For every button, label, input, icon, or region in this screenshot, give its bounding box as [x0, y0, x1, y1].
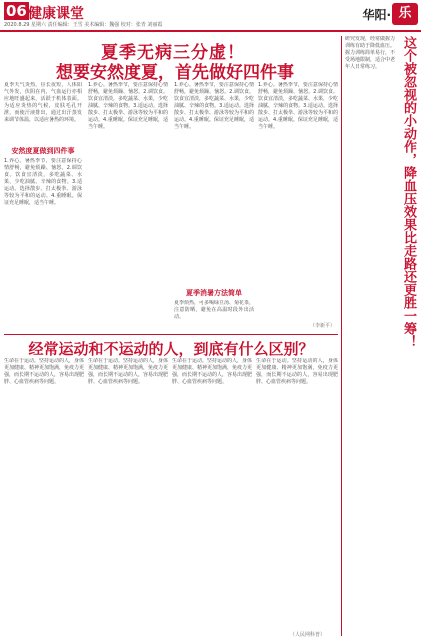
sidebar-vertical-title: 这个被忽视的小动作，降血压效果比走路还更胜一筹！	[401, 36, 416, 348]
date-line: 2020.8.29 星期六 责任编辑：王雪 美术编辑：魏强 校对：张青 刘丽霞	[4, 22, 163, 28]
article1-subhead: 安然度夏做到四件事	[11, 147, 75, 155]
sidebar-body: 研究发现，经常做握力训练有助于降低血压。握力训练简单易行，不受场地限制，适合中老年人日常练习。	[345, 36, 395, 70]
page-header	[0, 0, 421, 32]
article1-body-col4: 1.养心。暑热季节，要注意保持心情舒畅，避免烦躁、恼怒。2.调饮食。饮食宜清淡，多吃蔬菜、水果，少吃油腻、辛辣的食物。3.适运动。选择散步、打太极拳、游泳等较为平和的运动。4.重睡眠。保证充足睡眠，适当午睡。	[258, 82, 338, 130]
sidebar-divider	[341, 36, 342, 636]
article2-credit: （人民网科普）	[290, 632, 326, 638]
article1-credit: （李新平）	[310, 323, 336, 329]
article1-body-2: 夏季烦热，可多喝绿豆汤、菊花茶，注意防晒，避免在高温时段外出活动。	[174, 300, 254, 320]
article2-body-col1: 生命在于运动。坚持运动的人，身体更加健康、精神更加饱满，免疫力更强，而长期不运动的人，容易出现肥胖、心血管疾病等问题。	[4, 358, 84, 385]
masthead-logo: 乐	[392, 3, 418, 25]
article1-body-col3: 1.养心。暑热季节，要注意保持心情舒畅，避免烦躁、恼怒。2.调饮食。饮食宜清淡，多吃蔬菜、水果，少吃油腻、辛辣的食物。3.适运动。选择散步、打太极拳、游泳等较为平和的运动。4.重睡眠。保证充足睡眠，适当午睡。	[174, 82, 254, 130]
article1-headline-2: 想要安然度夏，首先做好四件事	[56, 63, 294, 83]
article1-headline-1: 夏季无病三分虚！	[101, 43, 245, 63]
article1-subhead-2: 夏季消暑方法简单	[186, 289, 242, 297]
page-number: 06	[6, 2, 27, 20]
section-title: 健康课堂	[28, 6, 84, 22]
article2-body-col2: 生命在于运动。坚持运动的人，身体更加健康、精神更加饱满，免疫力更强，而长期不运动的人，容易出现肥胖、心血管疾病等问题。	[88, 358, 168, 385]
article2-headline: 经常运动和不运动的人，到底有什么区别？	[28, 340, 314, 358]
article2-body-col3: 生命在于运动。坚持运动的人，身体更加健康、精神更加饱满，免疫力更强，而长期不运动的人，容易出现肥胖、心血管疾病等问题。	[172, 358, 252, 385]
article1-body-col2: 1.养心。暑热季节，要注意保持心情舒畅，避免烦躁、恼怒。2.调饮食。饮食宜清淡，多吃蔬菜、水果，少吃油腻、辛辣的食物。3.适运动。选择散步、打太极拳、游泳等较为平和的运动。4.重睡眠。保证充足睡眠，适当午睡。	[88, 82, 168, 130]
article1-body-col1: 1.养心。暑热季节，要注意保持心情舒畅，避免烦躁、恼怒。2.调饮食。饮食宜清淡，多吃蔬菜、水果，少吃油腻、辛辣的食物。3.适运动。选择散步、打太极拳、游泳等较为平和的运动。4.重睡眠。保证充足睡眠，适当午睡。	[4, 158, 82, 206]
masthead: 华阳·	[362, 8, 391, 22]
divider	[4, 334, 338, 335]
article2-body-col4: 生命在于运动。坚持运动的人，身体更加健康、精神更加饱满，免疫力更强，而长期不运动的人，容易出现肥胖、心血管疾病等问题。	[256, 358, 338, 385]
article1-lead: 夏季天气炎热，昼长夜短，人体阳气外发，伏阴在内，气血运行亦相应地旺盛起来，活跃于机体表面。为适应炎热的气候，皮肤毛孔开泄，而使汗液排出，通过出汗蒸发来调节体温，以适应暑热的环境。	[4, 82, 82, 123]
